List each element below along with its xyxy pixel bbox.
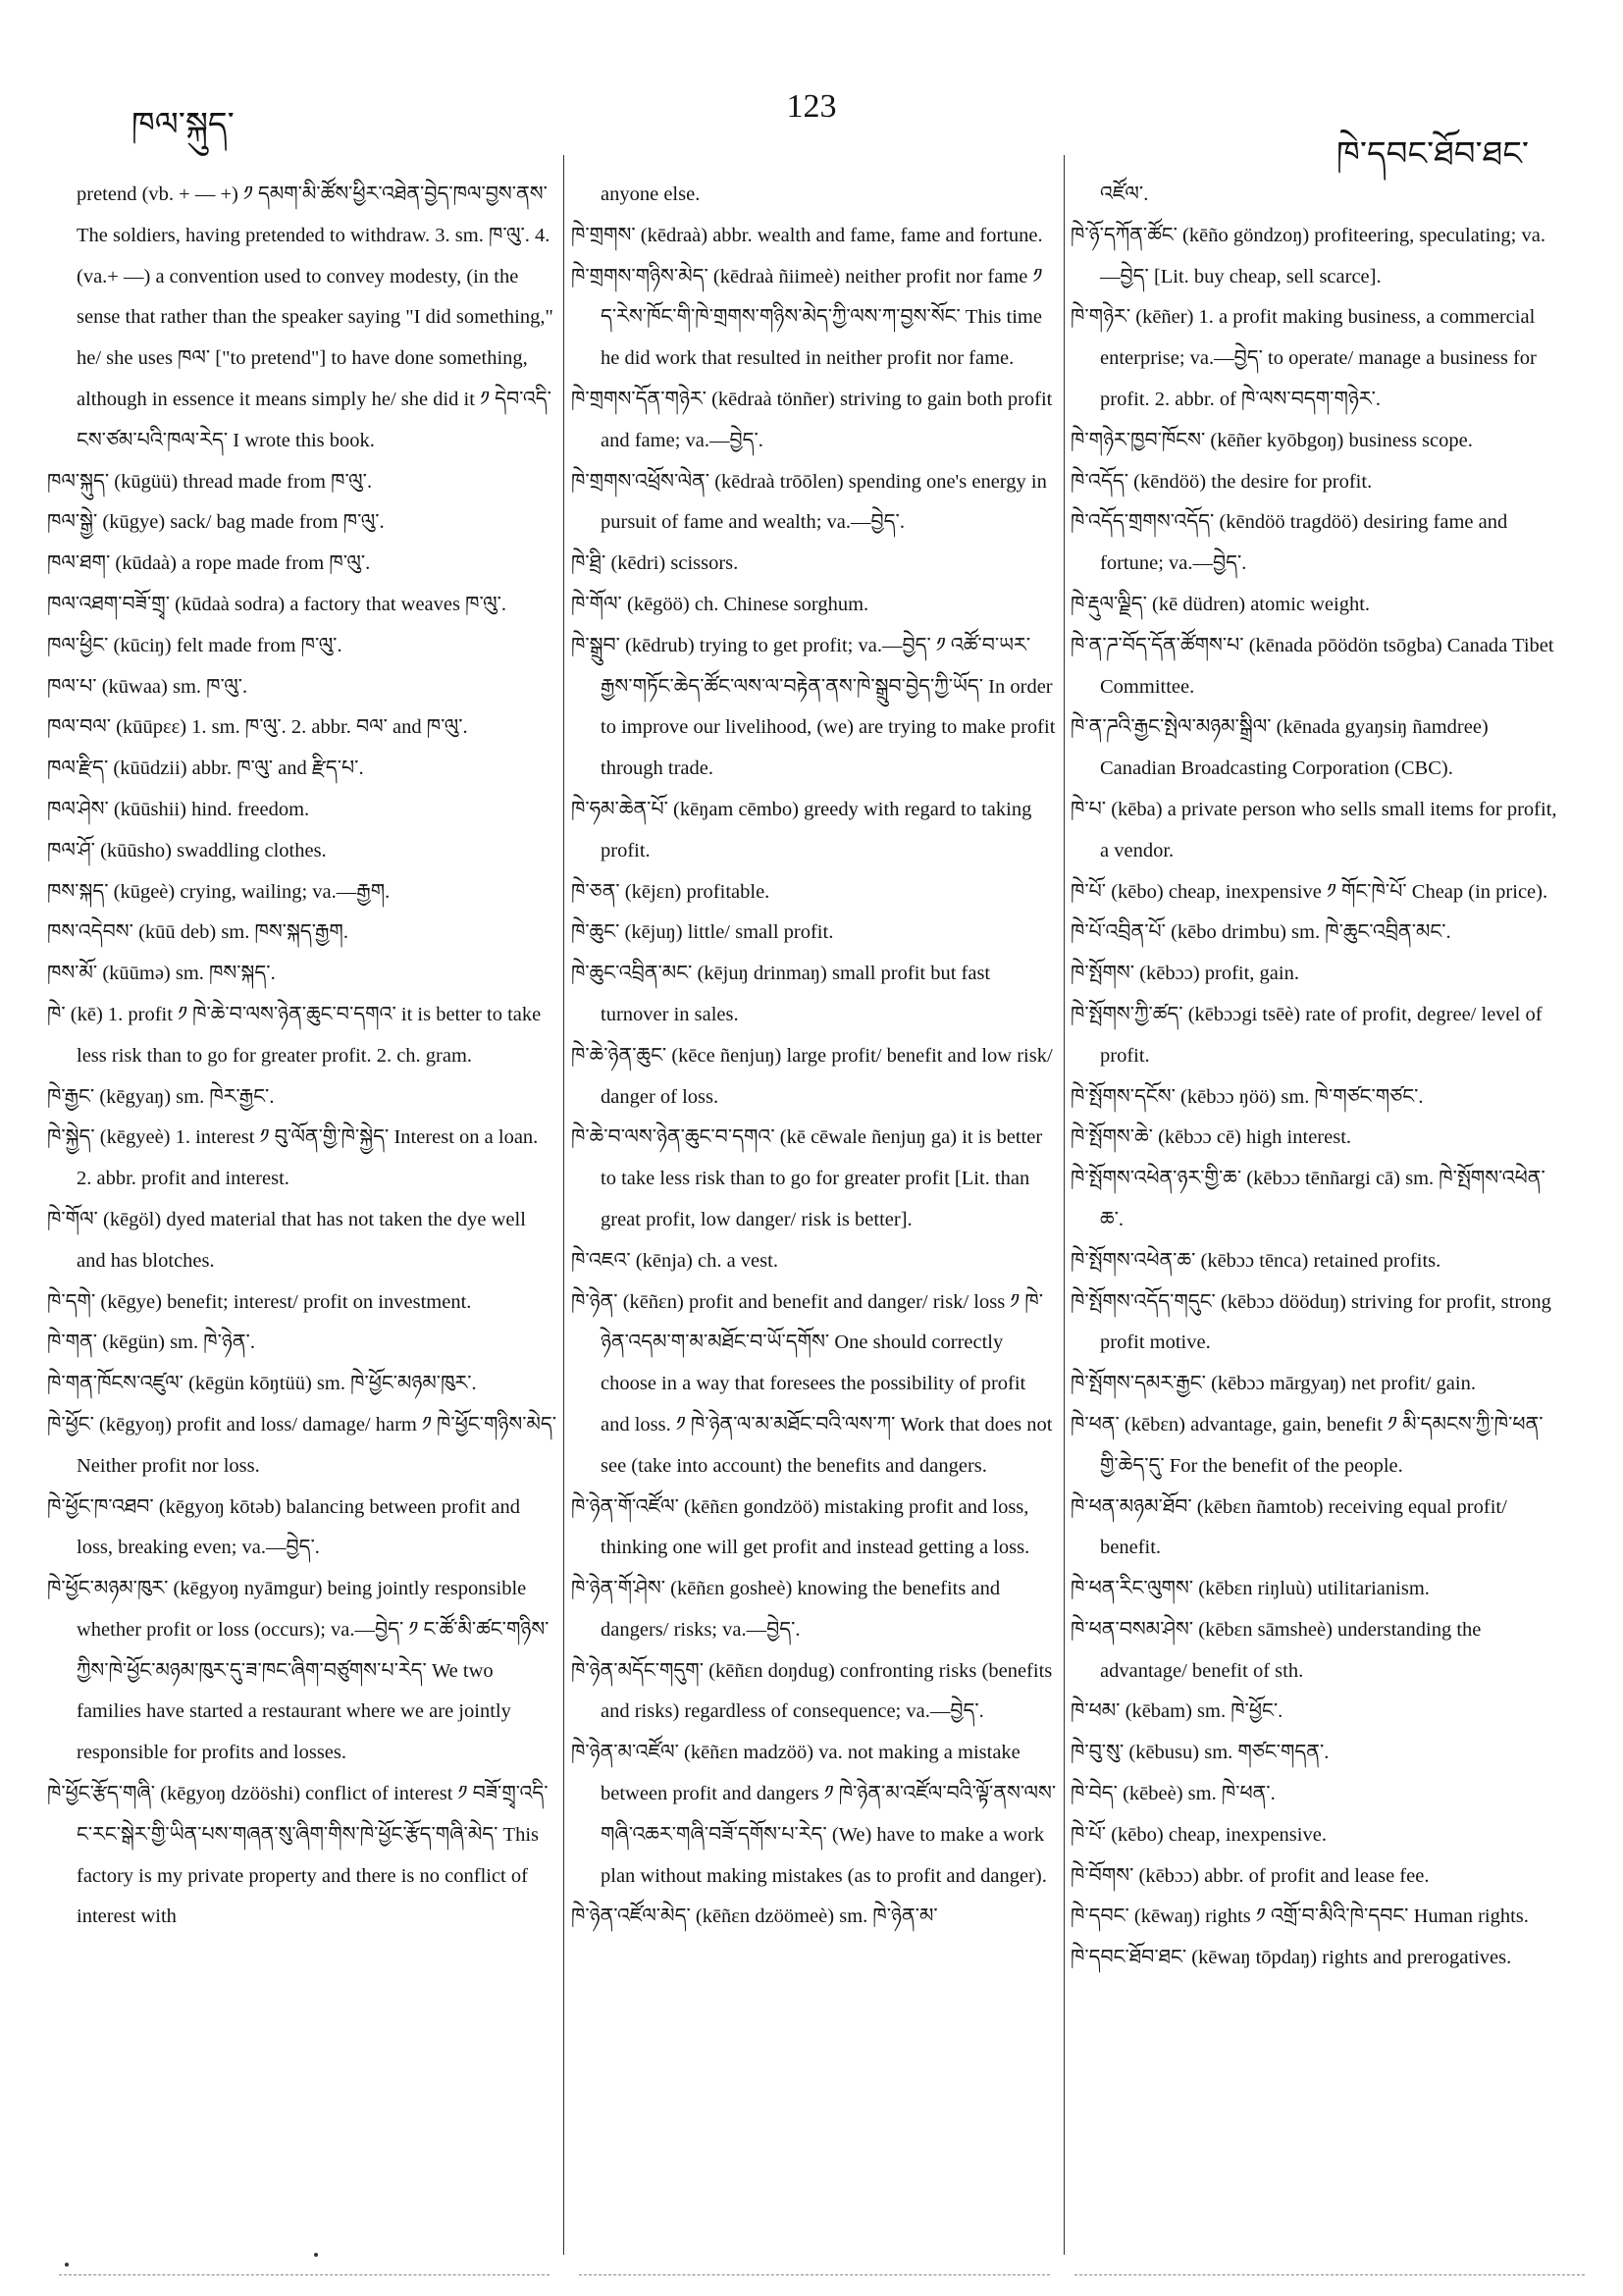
dictionary-entry: ཁེ་ཉེན་ (kēñεn) profit and benefit and danger/ risk/ loss ༡ ཁེ་ཉེན་འདམ་ག་མ་མཐོང་བ་ཡོ་དགོས་ One should correctly choose in a way that foresees the possibility of profit and loss. ༡ ཁེ་ཉེན་ལ་མ་མཐོང་བའི་ལས་ཀ་ Work that does not see (take into account) the benefits and dangers.: [571, 1290, 1053, 1477]
dictionary-entry: ཁེ་ཆུང་འབྲིན་མང་ (kējuŋ drinmaŋ) small profit but fast turnover in sales.: [571, 963, 991, 1025]
dictionary-entry: ཁེ་སྤོགས་དངོས་ (kēbɔɔ ŋöö) sm. ཁེ་གཙང་གཙང་.: [1071, 1085, 1424, 1108]
dictionary-entry: ཁེ་སྤོགས་ཀྱི་ཚད་ (kēbɔɔgi tsēè) rate of profit, degree/ level of profit.: [1071, 1003, 1543, 1067]
scan-speck: [314, 2253, 318, 2257]
footer-line: [1074, 2274, 1585, 2275]
dictionary-entry: ཁེ་ཉོ་དཀོན་ཚོང་ (kēño göndzoŋ) profiteering, speculating; va.—བྱེད་ [Lit. buy cheap, sell scarce].: [1071, 224, 1545, 287]
dictionary-entry: ཁེ་གན་ཁོངས་འཛུལ་ (kēgün kōŋtüü) sm. ཁེ་ཕྱོང་མཉམ་ཁུར་.: [47, 1373, 477, 1395]
dictionary-entry: ཁེ་གྲགས་འཕྲོས་ལེན་ (kēdraà trōōlen) spending one's energy in pursuit of fame and wealth; va.—བྱེད་.: [571, 470, 1047, 534]
dictionary-entry: ཁེ་ཕྱོང་རྩོད་གཞི་ (kēgyoŋ dzööshi) conflict of interest ༡ བཟོ་གྲྭ་འདི་ང་རང་སྒེར་གྱི་ཡིན་པས་གཞན་སུ་ཞིག་གིས་ཁེ་ཕྱོང་རྩོད་གཞི་མེད་ This factory is my private property and there is no conflict of interest with: [47, 1783, 549, 1928]
column-1: [47, 175, 557, 1938]
dictionary-entry: ཁེ་ཆེ་ཉེན་ཆུང་ (kēce ñenjuŋ) large profit/ benefit and low risk/ danger of loss.: [571, 1044, 1053, 1108]
dictionary-entry: ཁེ་ཕན་རིང་ལུགས་ (kēbεn riŋluù) utilitarianism.: [1071, 1578, 1430, 1600]
dictionary-entry: ཁེ་གོལ་ (kēgöö) ch. Chinese sorghum.: [571, 593, 869, 615]
dictionary-entry: ཁེ་སྤོགས་འཕེན་ཆ་ (kēbɔɔ tēnca) retained profits.: [1071, 1249, 1441, 1272]
dictionary-entry: ཁེ་འཇའ་ (kēnja) ch. a vest.: [571, 1249, 778, 1272]
dictionary-entry: ཁེ་ཕྱོང་ (kēgyoŋ) profit and loss/ damage/ harm ༡ ཁེ་ཕྱོང་གཉིས་མེད་ Neither profit nor loss.: [47, 1413, 557, 1477]
dictionary-entry: ཁེ་ཉེན་འཛོལ་མེད་ (kēñεn dzöömeè) sm. ཁེ་ཉེན་མ་: [571, 1905, 938, 1928]
dictionary-entry: ཁས་མོ་ (kūūmə) sm. ཁས་སྐད་.: [47, 963, 276, 985]
dictionary-entry: ཁེ་གོལ་ (kēgöl) dyed material that has not taken the dye well and has blotches.: [47, 1208, 526, 1272]
dictionary-entry: ཁལ་རྫིད་ (kūūdzii) abbr. ཁ་ལུ་ and རྫིད་པ་.: [47, 757, 364, 780]
dictionary-entry: ཁེ་གན་ (kēgün) sm. ཁེ་ཉེན་.: [47, 1331, 255, 1354]
dictionary-entry: ཁེ་རྒྱང་ (kēgyaŋ) sm. ཁེར་རྒྱང་.: [47, 1085, 275, 1108]
dictionary-entry: ཁེ་འདོད་གྲགས་འདོད་ (kēndöö tragdöö) desiring fame and fortune; va.—བྱེད་.: [1071, 511, 1508, 575]
dictionary-entry: ཁེ་སྒྲུབ་ (kēdrub) trying to get profit; va.—བྱེད་ ༡ འཚོ་བ་ཡར་རྒྱས་གཏོང་ཆེད་ཚོང་ལས་ལ་བརྟེན་ནས་ཁེ་སྒྲུབ་བྱེད་ཀྱི་ཡོད་ In order to improve our livelihood, (we) are trying to make profit through trade.: [571, 634, 1056, 780]
dictionary-entry: ཁེ་བུ་སུ་ (kēbusu) sm. གཙང་གདན་.: [1071, 1742, 1330, 1764]
dictionary-entry: ཁེ་ཉེན་མདོང་གདུག་ (kēñεn doŋdug) confronting risks (benefits and risks) regardless of consequence; va.—བྱེད་.: [571, 1659, 1053, 1723]
dictionary-entry: ཁེ་ཅན་ (kējεn) profitable.: [571, 880, 770, 903]
dictionary-entry: ཁེ་སྤོགས་འཕེན་ཉར་གྱི་ཆ་ (kēbɔɔ tēnñargi cā) sm. ཁེ་སྤོགས་འཕེན་ཆ་.: [1071, 1168, 1545, 1230]
dictionary-entry: ཁལ་སྒྱེ་ (kūgye) sack/ bag made from ཁ་ལུ་.: [47, 511, 385, 534]
dictionary-entry: ཁེ་གྲགས་གཉིས་མེད་ (kēdraà ñiimeè) neither profit nor fame ༡ ད་རེས་ཁོང་གི་ཁེ་གྲགས་གཉིས་མེད་ཀྱི་ལས་ཀ་བྱས་སོང་ This time he did work that resulted in neither profit nor fame.: [571, 265, 1043, 370]
dictionary-entry: ཁལ་སྐུད་ (kūgüü) thread made from ཁ་ལུ་.: [47, 470, 373, 493]
dictionary-entry: ཁལ་པ་ (kūwaa) sm. ཁ་ལུ་.: [47, 675, 248, 698]
dictionary-entry: ཁལ་ཐག་ (kūdaà) a rope made from ཁ་ལུ་.: [47, 552, 371, 575]
dictionary-entry: ཁེ་གྲགས་ (kēdraà) abbr. wealth and fame, fame and fortune.: [571, 224, 1043, 246]
dictionary-entry: ཁེ་གྲགས་དོན་གཉེར་ (kēdraà tönñer) striving to gain both profit and fame; va.—བྱེད་.: [571, 388, 1053, 451]
dictionary-entry: ཁེ་བེད་ (kēbeè) sm. ཁེ་ཕན་.: [1071, 1783, 1276, 1805]
dictionary-entry: ཁེ་དགེ་ (kēgye) benefit; interest/ profit on investment.: [47, 1290, 472, 1313]
dictionary-entry: ཁེ་གཉེར་ (kēñer) 1. a profit making business, a commercial enterprise; va.—བྱེད་ to operate/ manage a business for profit. 2. abbr. of ཁེ་ལས་བདག་གཉེར་.: [1071, 306, 1537, 410]
running-head-right: ཁེ་དབང་ཐོབ་ཐང་: [1336, 136, 1529, 173]
column-2: [571, 175, 1058, 1938]
dictionary-entry: ཁས་སྐད་ (kūgeè) crying, wailing; va.—རྒྱག.: [47, 880, 391, 903]
dictionary-entry: ཁེ་ (kē) 1. profit ༡ ཁེ་ཆེ་བ་ལས་ཉེན་ཆུང་བ་དགའ་ it is better to take less risk than to go for greater profit. 2. ch. gram.: [47, 1003, 542, 1067]
dictionary-entry: ཁེ་ཕྱོང་ཁ་འཐབ་ (kēgyoŋ kōtəb) balancing between profit and loss, breaking even; va.—བྱེད་.: [47, 1495, 521, 1559]
dictionary-entry: ཁེ་སྤོགས་ (kēbɔɔ) profit, gain.: [1071, 963, 1299, 985]
dictionary-entry: ཁེ་རྡུལ་ལྗིད་ (kē düdren) atomic weight.: [1071, 593, 1371, 615]
dictionary-entry: ཁེ་ཉེན་མ་འཛོལ་ (kēñεn madzöö) va. not making a mistake between profit and dangers ༡ ཁེ་ཉེན་མ་འཛོལ་བའི་ལྟོ་ནས་ལས་གཞི་འཆར་གཞི་བཟོ་དགོས་པ་རེད་ (We) have to make a work plan without making mistakes (as to profit and danger).: [571, 1742, 1057, 1887]
dictionary-entry: ཁེ་ཧམ་ཆེན་པོ་ (kēŋam cēmbo) greedy with regard to taking profit.: [571, 798, 1032, 861]
dictionary-entry: ཁེ་གཉེར་ཁྱབ་ཁོངས་ (kēñer kyōbgoŋ) business scope.: [1071, 429, 1473, 451]
entry-continuation: anyone else.: [601, 183, 701, 205]
footer-line: [579, 2274, 1050, 2275]
dictionary-entry: ཁེ་ཆེ་བ་ལས་ཉེན་ཆུང་བ་དགའ་ (kē cēwale ñenjuŋ ga) it is better to take less risk than to go for greater profit [Lit. than great profit, low danger/ risk is better].: [571, 1126, 1043, 1230]
dictionary-entry: ཁེ་ན་ཌའི་རྒྱང་སྤེལ་མཉམ་སྒྲིལ་ (kēnada gyaŋsiŋ ñamdree) Canadian Broadcasting Corporation (CBC).: [1071, 716, 1489, 780]
dictionary-entry: ཁེ་ཐྲི་ (kēdri) scissors.: [571, 552, 739, 575]
dictionary-entry: ཁེ་པ་ (kēba) a private person who sells small items for profit, a vendor.: [1071, 798, 1557, 861]
page-number: 123: [786, 88, 837, 125]
dictionary-entry: ཁལ་འཐག་བཟོ་གྲྭ་ (kūdaà sodra) a factory that weaves ཁ་ལུ་.: [47, 593, 507, 615]
dictionary-entry: ཁེ་ཆུང་ (kējuŋ) little/ small profit.: [571, 921, 834, 944]
dictionary-entry: ཁེ་ཕན་མཉམ་ཐོབ་ (kēbεn ñamtob) receiving equal profit/ benefit.: [1071, 1495, 1507, 1559]
dictionary-entry: ཁེ་བོགས་ (kēbɔɔ) abbr. of profit and lease fee.: [1071, 1864, 1430, 1887]
dictionary-entry: ཁས་འདེབས་ (kūū deb) sm. ཁས་སྐད་རྒྱག.: [47, 921, 348, 944]
dictionary-entry: ཁེ་སྐྱེད་ (kēgyeè) 1. interest ༡ བུ་ལོན་གྱི་ཁེ་སྐྱེད་ Interest on a loan. 2. abbr. profit and interest.: [47, 1126, 539, 1190]
dictionary-entry: ཁལ་ཕྱིང་ (kūciŋ) felt made from ཁ་ལུ་.: [47, 634, 342, 656]
dictionary-entry: ཁེ་ཕན་ (kēbεn) advantage, gain, benefit ༡ མི་དམངས་ཀྱི་ཁེ་ཕན་གྱི་ཆེད་དུ་ For the benefit of the people.: [1071, 1413, 1544, 1477]
entry-continuation: འཛོལ་.: [1100, 183, 1149, 205]
column-3: [1071, 175, 1561, 1979]
dictionary-entry: ཁེ་པོ་འབྲིན་པོ་ (kēbo drimbu) sm. ཁེ་ཆུང་འབྲིན་མང་.: [1071, 921, 1451, 944]
entry-continuation: pretend (vb. + — +) ༡ དམག་མི་ཚོས་ཕྱིར་འཐེན་བྱེད་ཁལ་བྱས་ནས་ The soldiers, having pretended to withdraw. 3. sm. ཁ་ལུ་. 4. (va.+ —) a convention used to convey modesty, (in the sense that rather than the speaker saying "I did something," he/ she uses ཁལ་ ["to pretend"] to have done something, although in essence it means simply he/ she did it ༡ དེབ་འདི་ངས་ཙམ་པའི་ཁལ་རེད་ I wrote this book.: [77, 183, 553, 451]
dictionary-entry: ཁལ་ཤོ་ (kūūsho) swaddling clothes.: [47, 839, 327, 861]
dictionary-entry: ཁེ་པོ་ (kēbo) cheap, inexpensive ༡ གོང་ཁེ་པོ་ Cheap (in price).: [1071, 880, 1548, 903]
dictionary-entry: ཁེ་དབང་ (kēwaŋ) rights ༡ འགྲོ་བ་མིའི་ཁེ་དབང་ Human rights.: [1071, 1905, 1529, 1928]
column-rule: [563, 155, 564, 2255]
scan-speck: [65, 2263, 69, 2267]
dictionary-entry: ཁེ་ཉེན་གོ་ཤེས་ (kēñεn gosheè) knowing the benefits and dangers/ risks; va.—བྱེད་.: [571, 1578, 1001, 1641]
dictionary-entry: ཁེ་སྤོགས་ཆེ་ (kēbɔɔ cē) high interest.: [1071, 1126, 1352, 1149]
dictionary-entry: ཁལ་ཤེས་ (kūūshii) hind. freedom.: [47, 798, 310, 820]
dictionary-entry: ཁེ་སྤོགས་འདོད་གདུང་ (kēbɔɔ dööduŋ) striving for profit, strong profit motive.: [1071, 1290, 1551, 1354]
dictionary-entry: ཁལ་བལ་ (kūūpεε) 1. sm. ཁ་ལུ་. 2. abbr. བལ་ and ཁ་ལུ་.: [47, 716, 468, 739]
column-rule: [1064, 155, 1065, 2255]
footer-line: [59, 2274, 550, 2275]
dictionary-entry: ཁེ་ཉེན་གོ་འཛོལ་ (kēñεn gondzöö) mistaking profit and loss, thinking one will get profit and instead getting a loss.: [571, 1495, 1030, 1559]
dictionary-entry: ཁེ་ན་ཌ་བོད་དོན་ཚོགས་པ་ (kēnada pōödön tsōgba) Canada Tibet Committee.: [1071, 634, 1554, 698]
dictionary-entry: ཁེ་ཕམ་ (kēbam) sm. ཁེ་ཕྱོང་.: [1071, 1700, 1283, 1723]
dictionary-entry: ཁེ་འདོད་ (kēndöö) the desire for profit.: [1071, 470, 1373, 493]
dictionary-entry: ཁེ་དབང་ཐོབ་ཐང་ (kēwaŋ tōpdaŋ) rights and prerogatives.: [1071, 1947, 1512, 1969]
running-head-left: ཁལ་སྐུད་: [131, 107, 235, 143]
dictionary-entry: ཁེ་པོ་ (kēbo) cheap, inexpensive.: [1071, 1823, 1327, 1846]
dictionary-entry: ཁེ་སྤོགས་དམར་རྒྱང་ (kēbɔɔ mārgyaŋ) net profit/ gain.: [1071, 1373, 1476, 1395]
dictionary-entry: ཁེ་ཕྱོང་མཉམ་ཁུར་ (kēgyoŋ nyāmgur) being jointly responsible whether profit or loss (occurs); va.—བྱེད་ ༡ ང་ཚོ་མི་ཚང་གཉིས་ཀྱིས་ཁེ་ཕྱོང་མཉམ་ཁུར་དུ་ཟ་ཁང་ཞིག་བཙུགས་པ་རེད་ We two families have started a restaurant where we are jointly responsible for profits and losses.: [47, 1578, 550, 1764]
dictionary-entry: ཁེ་ཕན་བསམ་ཤེས་ (kēbεn sāmsheè) understanding the advantage/ benefit of sth.: [1071, 1618, 1482, 1682]
